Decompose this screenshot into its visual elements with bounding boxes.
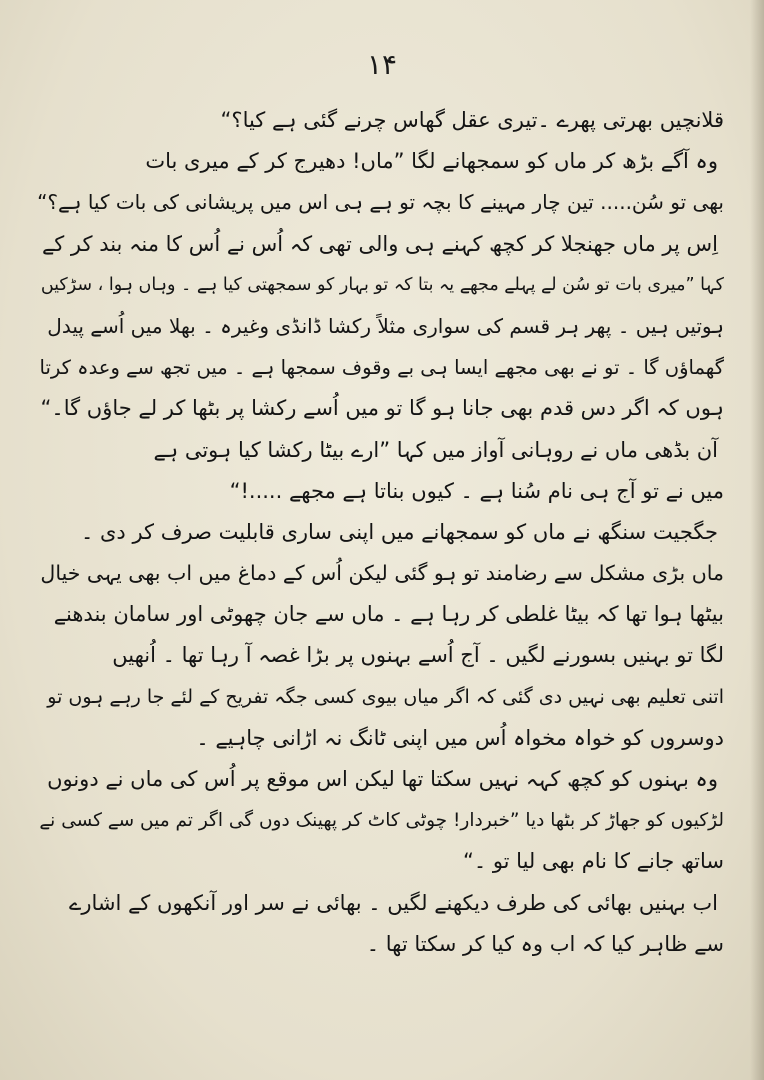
text-line: اتنی تعلیم بھی نہیں دی گئی کہ اگر میاں بیوی کسی جگہ تفریح کے لئے جا رہے ہوں تو bbox=[47, 685, 724, 708]
text-line: لڑکیوں کو جھاڑ کر بٹھا دیا ”خبردار! چوٹی کاٹ کر پھینک دوں گی اگر تم میں سے کسی نے bbox=[39, 810, 724, 832]
text-line: دوسروں کو خواہ مخواہ اُس میں اپنی ٹانگ نہ اڑانی چاہیے ۔ bbox=[196, 725, 724, 750]
text-line: وہ بہنوں کو کچھ کہہ نہیں سکتا تھا لیکن اس موقع پر اُس کی ماں نے دونوں bbox=[47, 767, 718, 791]
page-edge-shadow bbox=[750, 0, 764, 1080]
text-line: اِس پر ماں جھنجلا کر کچھ کہنے ہی والی تھی کہ اُس نے اُس کا منہ بند کر کے bbox=[41, 231, 718, 256]
urdu-text-body bbox=[34, 100, 724, 965]
text-line: لگا تو بہنیں بسورنے لگیں ۔ آج اُسے بہنوں پر بڑا غصہ آ رہا تھا ۔ اُنھیں bbox=[112, 643, 724, 668]
text-line: جگجیت سنگھ نے ماں کو سمجھانے میں اپنی ساری قابلیت صرف کر دی ۔ bbox=[81, 519, 718, 544]
text-line: ماں بڑی مشکل سے رضامند تو ہو گئی لیکن اُس کے دماغ میں اب بھی یہی خیال bbox=[40, 561, 724, 586]
text-line: ہوں کہ اگر دس قدم بھی جانا ہو گا تو میں اُسے رکشا پر بٹھا کر لے جاؤں گا۔“ bbox=[40, 396, 724, 421]
page-number: ۱۴ bbox=[366, 48, 398, 81]
text-line: بھی تو سُن..... تین چار مہینے کا بچہ تو ہے ہی اس میں پریشانی کی بات کیا ہے؟“ bbox=[37, 190, 724, 215]
text-line: ہوتیں ہیں ۔ پھر ہر قسم کی سواری مثلاً رکشا ڈانڈی وغیرہ ۔ بھلا میں اُسے پیدل bbox=[47, 313, 724, 338]
text-line: ساتھ جانے کا نام بھی لیا تو ۔“ bbox=[462, 849, 724, 874]
text-line: گھماؤں گا ۔ تو نے بھی مجھے ایسا ہی بے وقوف سمجھا ہے ۔ میں تجھ سے وعدہ کرتا bbox=[39, 356, 724, 380]
text-line: بیٹھا ہوا تھا کہ بیٹا غلطی کر رہا ہے ۔ ماں سے جان چھوٹی اور سامان بندھنے bbox=[53, 602, 724, 627]
text-line: میں نے تو آج ہی نام سُنا ہے ۔ کیوں بناتا ہے مجھے .....!“ bbox=[229, 478, 724, 503]
text-line: آن بڈھی ماں نے روہانی آواز میں کہا ”ارے بیٹا رکشا کیا ہوتی ہے bbox=[153, 437, 718, 462]
text-line: سے ظاہر کیا کہ اب وہ کیا کر سکتا تھا ۔ bbox=[366, 931, 724, 956]
text-line: قلانچیں بھرتی پھرے ۔تیری عقل گھاس چرنے گئی ہے کیا؟“ bbox=[220, 108, 724, 132]
text-line: اب بہنیں بھائی کی طرف دیکھنے لگیں ۔ بھائی نے سر اور آنکھوں کے اشارے bbox=[69, 890, 718, 915]
text-line: کہا ”میری بات تو سُن لے پہلے مجھے یہ بتا کہ تو بہار کو سمجھتی کیا ہے ۔ وہاں ہوا ، سڑکیں bbox=[40, 274, 724, 295]
text-line: وہ آگے بڑھ کر ماں کو سمجھانے لگا ”ماں! دھیرج کر کے میری بات bbox=[145, 149, 718, 174]
